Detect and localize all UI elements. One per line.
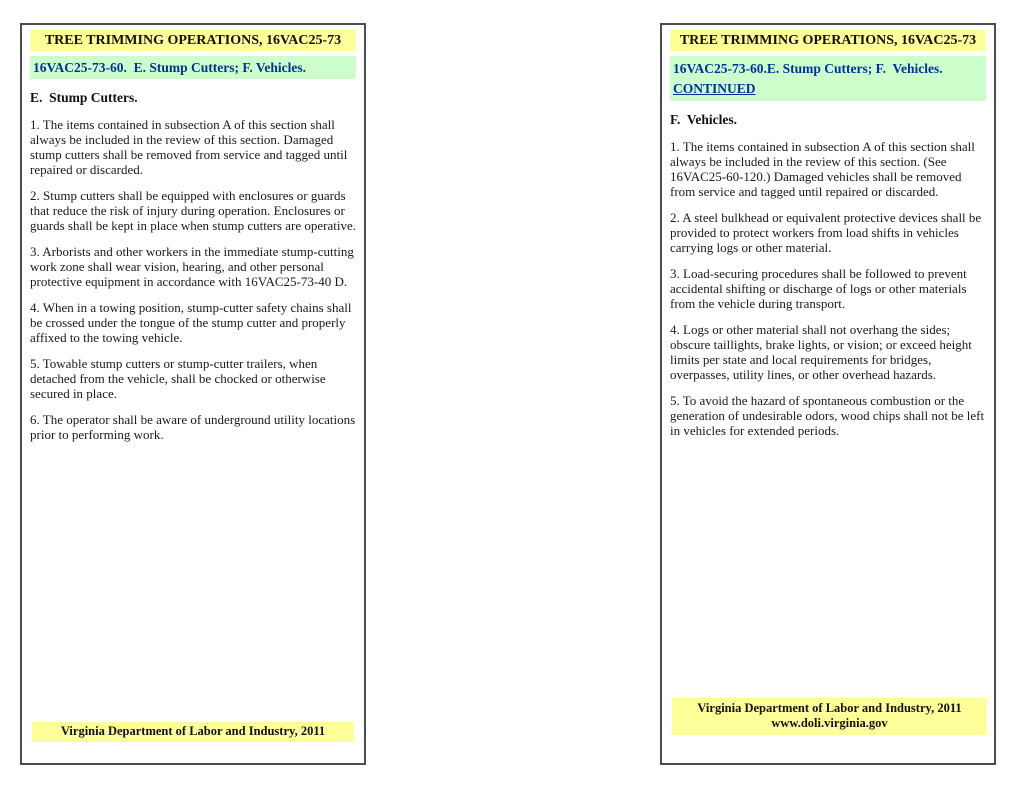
section-title-band-right	[670, 56, 986, 101]
footer-credit-left: Virginia Department of Labor and Industry, 2011	[32, 722, 354, 742]
regulation-paragraph-1: 1. The items contained in subsection A of this section shall always be included in the review of this section. (See 16VAC25-60-120.) Damaged vehicles shall be removed from service and tagged until repaired or discarded.	[670, 139, 979, 199]
page-title-band-left: TREE TRIMMING OPERATIONS, 16VAC25-73	[30, 30, 356, 51]
page-title-band-right: TREE TRIMMING OPERATIONS, 16VAC25-73	[670, 30, 986, 51]
regulation-paragraph-6: 6. The operator shall be aware of underground utility locations prior to performing work.	[30, 412, 359, 442]
brochure-panel-right	[660, 23, 996, 765]
regulation-paragraph-5: 5. Towable stump cutters or stump-cutter trailers, when detached from the vehicle, shall be chocked or otherwise secured in place.	[30, 356, 329, 401]
section-title-right: 16VAC25-73-60.E. Stump Cutters; F. Vehicles.	[673, 61, 943, 76]
regulation-paragraph-5: 5. To avoid the hazard of spontaneous combustion or the generation of undesirable odors, wood chips shall not be left in vehicles for extended periods.	[670, 393, 988, 438]
regulation-paragraph-3: 3. Arborists and other workers in the immediate stump-cutting work zone shall wear vision, hearing, and other personal protective equipment in accordance with 16VAC25-73-40 D.	[30, 244, 358, 289]
section-title-band-left: 16VAC25-73-60. E. Stump Cutters; F. Vehicles.	[30, 56, 356, 79]
footer-url: www.doli.virginia.gov	[771, 716, 888, 730]
regulation-paragraph-4: 4. When in a towing position, stump-cutter safety chains shall be crossed under the tongue of the stump cutter and properly affixed to the towing vehicle.	[30, 300, 355, 345]
regulation-paragraph-2: 2. Stump cutters shall be equipped with enclosures or guards that reduce the risk of injury during operation. Enclosures or guards shall be kept in place when stump cutters are operative.	[30, 188, 356, 233]
regulation-paragraph-2: 2. A steel bulkhead or equivalent protective devices shall be provided to protect workers from load shifts in vehicles carrying logs or other material.	[670, 210, 985, 255]
regulation-paragraph-3: 3. Load-securing procedures shall be followed to prevent accidental shifting or discharge of logs or other materials from the vehicle during transport.	[670, 266, 970, 311]
footer-credit-line: Virginia Department of Labor and Industry, 2011	[697, 701, 962, 715]
regulation-paragraph-4: 4. Logs or other material shall not overhang the sides; obscure taillights, brake lights, or vision; or exceed height limits per state and local requirements for bridges, overpasses, utility lines, or other overhead hazards.	[670, 322, 976, 382]
footer-credit-right	[672, 698, 987, 735]
subsection-heading-left: E. Stump Cutters.	[30, 90, 138, 105]
section-continued-label: CONTINUED	[673, 81, 756, 96]
regulation-paragraph-1: 1. The items contained in subsection A of this section shall always be included in the review of this section. Damaged stump cutters shall be removed from service and tagged until repaired or discarded.	[30, 117, 351, 177]
subsection-heading-right: F. Vehicles.	[670, 112, 738, 127]
brochure-panel-left	[20, 23, 366, 765]
